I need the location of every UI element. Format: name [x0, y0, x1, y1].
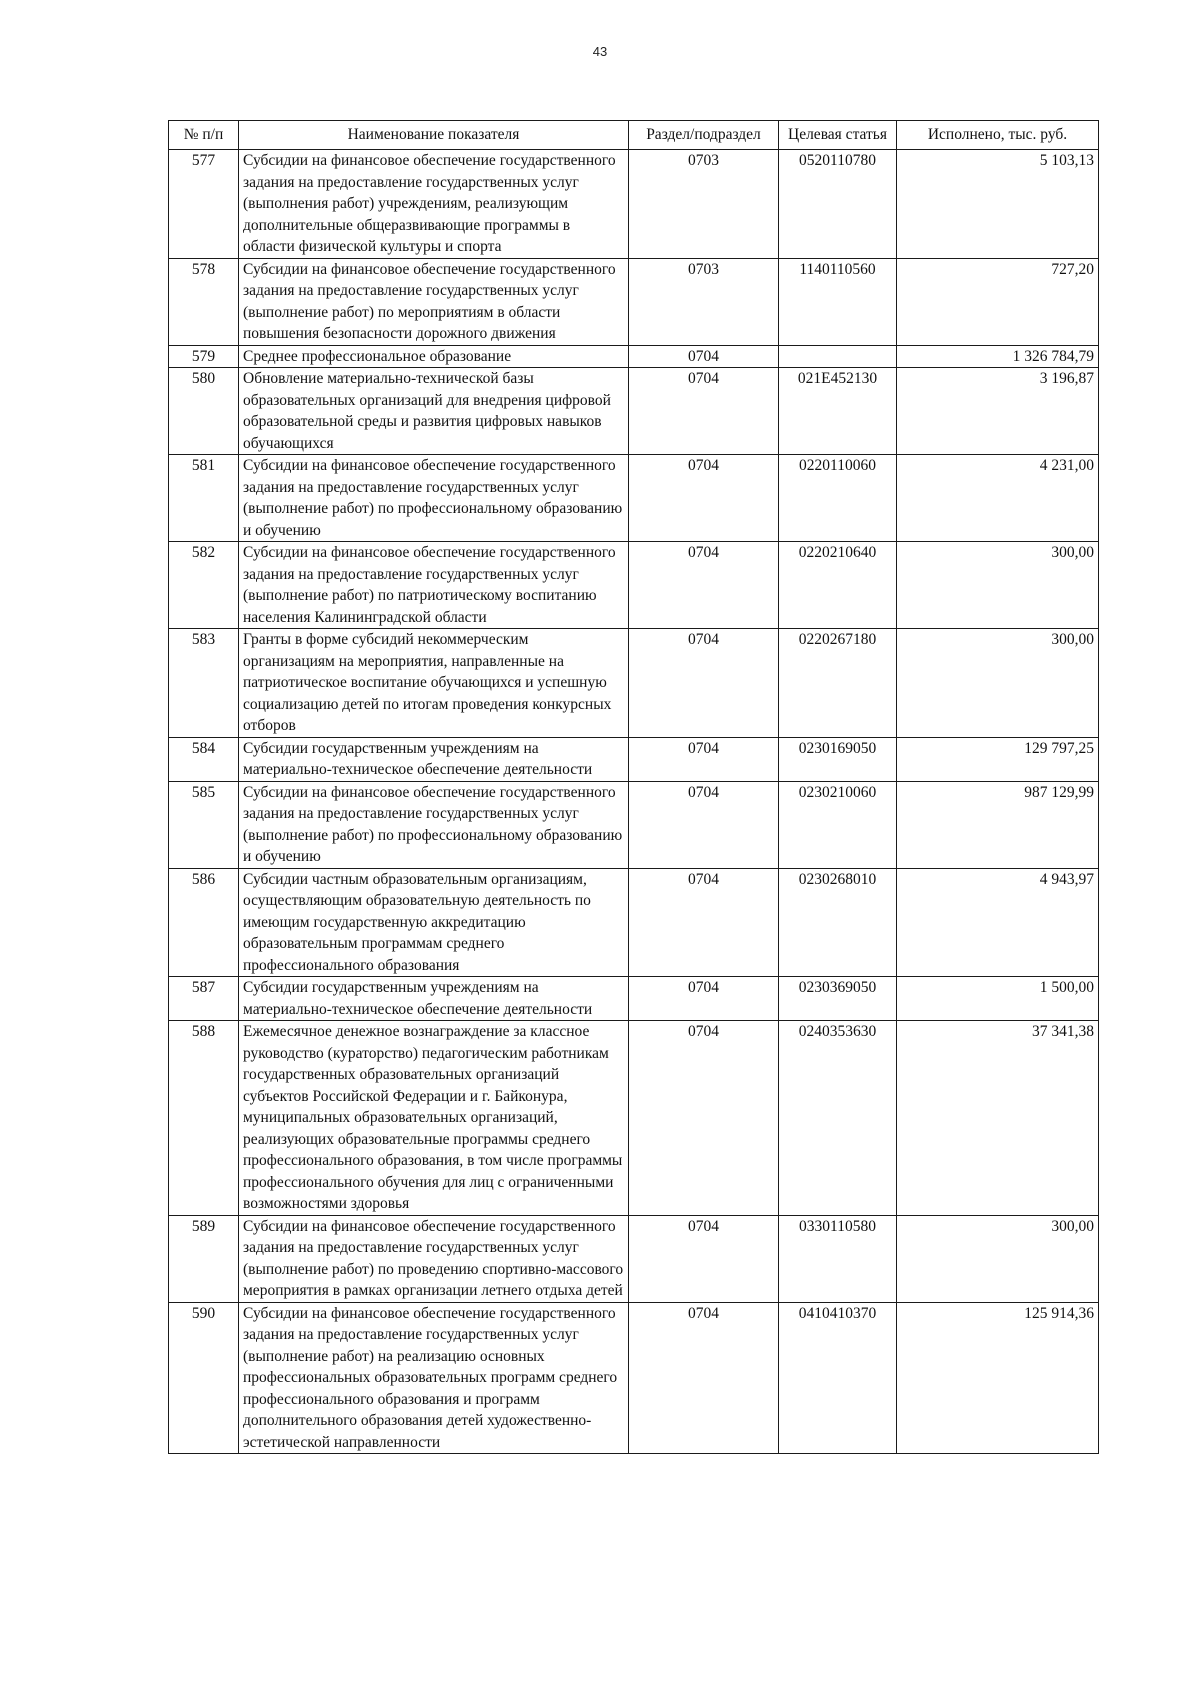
row-number: 579: [169, 345, 239, 368]
row-target: 0230268010: [779, 868, 897, 977]
row-target: 0230369050: [779, 977, 897, 1021]
row-name: Гранты в форме субсидий некоммерческим организациям на мероприятия, направленные на патриотическое воспитание обучающихся и успешную социализацию детей по итогам проведения конкурсных отборов: [239, 629, 629, 738]
row-target: [779, 345, 897, 368]
row-section: 0704: [629, 868, 779, 977]
page-number: 43: [592, 44, 608, 59]
row-section: 0704: [629, 1021, 779, 1216]
row-section: 0703: [629, 258, 779, 345]
row-section: 0704: [629, 368, 779, 455]
table-row: [169, 455, 1099, 542]
row-name: Субсидии государственным учреждениям на материально-техническое обеспечение деятельности: [239, 737, 629, 781]
row-section: 0703: [629, 150, 779, 259]
header-target: Целевая статья: [779, 121, 897, 150]
row-number: 577: [169, 150, 239, 259]
row-target: 0410410370: [779, 1302, 897, 1454]
row-number: 587: [169, 977, 239, 1021]
table-row: [169, 542, 1099, 629]
header-num: № п/п: [169, 121, 239, 150]
row-number: 584: [169, 737, 239, 781]
row-number: 583: [169, 629, 239, 738]
row-number: 582: [169, 542, 239, 629]
row-target: 0230210060: [779, 781, 897, 868]
row-amount: 129 797,25: [897, 737, 1099, 781]
row-section: 0704: [629, 455, 779, 542]
row-name: Субсидии государственным учреждениям на материально-техническое обеспечение деятельности: [239, 977, 629, 1021]
table-row: [169, 1215, 1099, 1302]
row-amount: 3 196,87: [897, 368, 1099, 455]
row-target: 0220110060: [779, 455, 897, 542]
row-amount: 987 129,99: [897, 781, 1099, 868]
row-target: 0520110780: [779, 150, 897, 259]
budget-execution-table: [168, 120, 1099, 1454]
row-number: 585: [169, 781, 239, 868]
row-section: 0704: [629, 977, 779, 1021]
row-target: 0220267180: [779, 629, 897, 738]
row-target: 0240353630: [779, 1021, 897, 1216]
table-row: [169, 1302, 1099, 1454]
row-section: 0704: [629, 629, 779, 738]
row-number: 581: [169, 455, 239, 542]
row-number: 588: [169, 1021, 239, 1216]
row-name: Субсидии частным образовательным организациям, осуществляющим образовательную деятельность по имеющим государственную аккредитацию образовательным программам среднего профессионального образования: [239, 868, 629, 977]
table-row: [169, 629, 1099, 738]
row-target: 021E452130: [779, 368, 897, 455]
header-section: Раздел/подраздел: [629, 121, 779, 150]
table-row: [169, 258, 1099, 345]
row-section: 0704: [629, 781, 779, 868]
row-section: 0704: [629, 345, 779, 368]
row-name: Субсидии на финансовое обеспечение государственного задания на предоставление государственных услуг (выполнение работ) по проведению спортивно-массового мероприятия в рамках организации летнего отдыха детей: [239, 1215, 629, 1302]
row-amount: 125 914,36: [897, 1302, 1099, 1454]
row-name: Среднее профессиональное образование: [239, 345, 629, 368]
row-amount: 4 943,97: [897, 868, 1099, 977]
row-amount: 37 341,38: [897, 1021, 1099, 1216]
table-row: [169, 977, 1099, 1021]
row-name: Субсидии на финансовое обеспечение государственного задания на предоставление государственных услуг (выполнения работ) учреждениям, реализующим дополнительные общеразвивающие программы в области физической культуры и спорта: [239, 150, 629, 259]
row-amount: 5 103,13: [897, 150, 1099, 259]
row-number: 580: [169, 368, 239, 455]
row-amount: 300,00: [897, 629, 1099, 738]
row-section: 0704: [629, 1302, 779, 1454]
row-name: Ежемесячное денежное вознаграждение за классное руководство (кураторство) педагогическим работникам государственных образовательных организаций субъектов Российской Федерации и г. Байконура, муниципальных образовательных организаций, реализующих образовательные программы среднего профессионального образования, в том числе программы профессионального обучения для лиц с ограниченными возможностями здоровья: [239, 1021, 629, 1216]
header-name: Наименование показателя: [239, 121, 629, 150]
row-amount: 4 231,00: [897, 455, 1099, 542]
row-amount: 300,00: [897, 1215, 1099, 1302]
table-row: [169, 781, 1099, 868]
header-amount: Исполнено, тыс. руб.: [897, 121, 1099, 150]
table-row: [169, 1021, 1099, 1216]
row-amount: 300,00: [897, 542, 1099, 629]
row-amount: 1 326 784,79: [897, 345, 1099, 368]
row-name: Субсидии на финансовое обеспечение государственного задания на предоставление государственных услуг (выполнение работ) по профессиональному образованию и обучению: [239, 455, 629, 542]
row-section: 0704: [629, 737, 779, 781]
row-name: Субсидии на финансовое обеспечение государственного задания на предоставление государственных услуг (выполнение работ) по профессиональному образованию и обучению: [239, 781, 629, 868]
row-target: 1140110560: [779, 258, 897, 345]
row-name: Субсидии на финансовое обеспечение государственного задания на предоставление государственных услуг (выполнение работ) по мероприятиям в области повышения безопасности дорожного движения: [239, 258, 629, 345]
row-name: Обновление материально-технической базы образовательных организаций для внедрения цифровой образовательной среды и развития цифровых навыков обучающихся: [239, 368, 629, 455]
row-number: 586: [169, 868, 239, 977]
row-target: 0230169050: [779, 737, 897, 781]
row-name: Субсидии на финансовое обеспечение государственного задания на предоставление государственных услуг (выполнение работ) по патриотическому воспитанию населения Калининградской области: [239, 542, 629, 629]
row-amount: 1 500,00: [897, 977, 1099, 1021]
table-row: [169, 345, 1099, 368]
table-header-row: [169, 121, 1099, 150]
row-number: 590: [169, 1302, 239, 1454]
row-number: 578: [169, 258, 239, 345]
row-name: Субсидии на финансовое обеспечение государственного задания на предоставление государственных услуг (выполнение работ) на реализацию основных профессиональных образовательных программ среднего профессионального образования и программ дополнительного образования детей художественно-эстетической направленности: [239, 1302, 629, 1454]
row-amount: 727,20: [897, 258, 1099, 345]
table-row: [169, 868, 1099, 977]
table-row: [169, 737, 1099, 781]
table-row: [169, 150, 1099, 259]
row-target: 0220210640: [779, 542, 897, 629]
row-number: 589: [169, 1215, 239, 1302]
row-section: 0704: [629, 1215, 779, 1302]
row-section: 0704: [629, 542, 779, 629]
table-row: [169, 368, 1099, 455]
row-target: 0330110580: [779, 1215, 897, 1302]
